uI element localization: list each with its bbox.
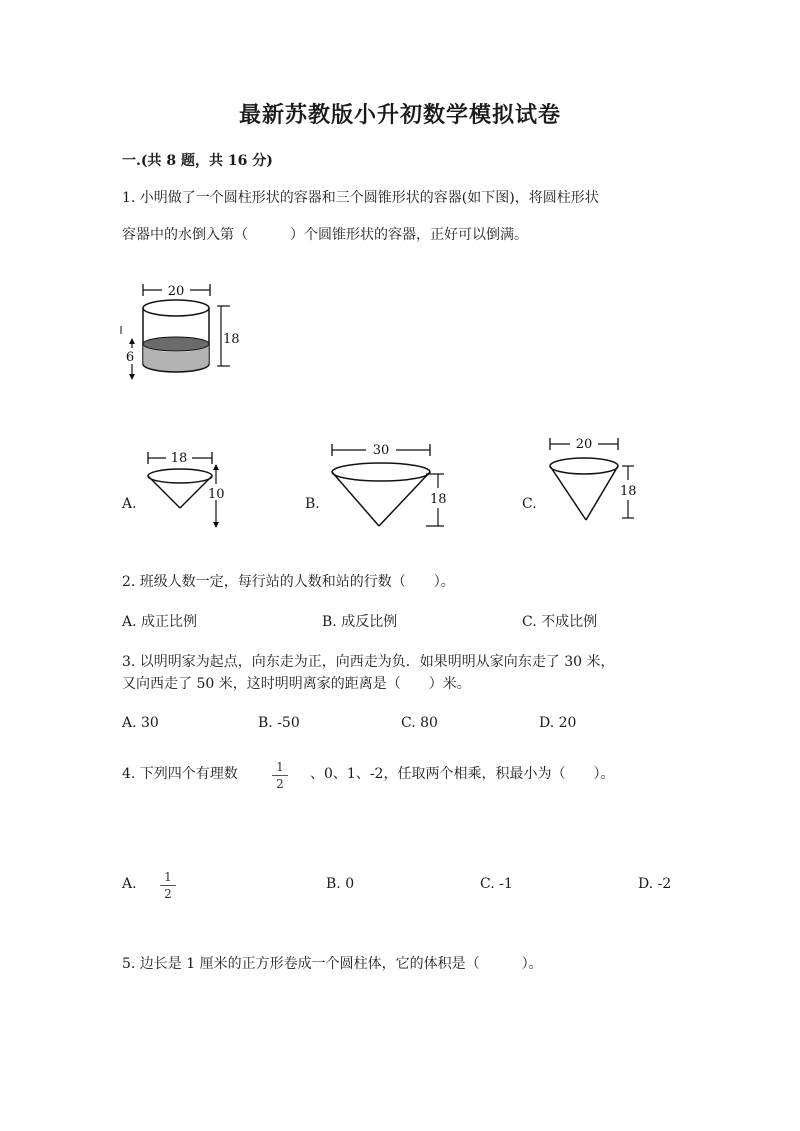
- q1-option-a-label: A.: [122, 496, 137, 512]
- q5-text: 5. 边长是 1 厘米的正方形卷成一个圆柱体，它的体积是（ ）。: [122, 956, 543, 972]
- q4-option-a-label[interactable]: A.: [122, 876, 137, 892]
- q4-option-a-fraction[interactable]: [160, 870, 176, 901]
- cone-c-figure: [544, 432, 644, 528]
- cone-b-figure: [326, 438, 456, 530]
- cone-b-height-label: 18: [430, 492, 447, 507]
- q2-text: 2. 班级人数一定，每行站的人数和站的行数（ ）。: [122, 574, 455, 590]
- cone-c-diameter-label: 20: [575, 437, 593, 452]
- q4-option-a-numerator: 1: [164, 870, 172, 884]
- q3-option-b[interactable]: B. -50: [258, 715, 300, 731]
- q4-option-b[interactable]: B. 0: [326, 876, 355, 892]
- cone-a-figure: [144, 448, 234, 526]
- cylinder-diameter-label: 20: [167, 284, 185, 299]
- q3-text-line2: 又向西走了 50 米，这时明明离家的距离是（ ）米。: [122, 676, 471, 692]
- cone-a-height-label: 10: [208, 487, 225, 502]
- q1-option-b-label: B.: [305, 496, 320, 512]
- q1-text-line2: 容器中的水倒入第（ ）个圆锥形状的容器，正好可以倒满。: [122, 227, 528, 243]
- cylinder-height-label: 18: [223, 332, 240, 347]
- q2-option-c[interactable]: C. 不成比例: [522, 614, 598, 630]
- cone-c-height-label: 18: [620, 484, 637, 499]
- page-title: 最新苏教版小升初数学模拟试卷: [238, 102, 561, 128]
- fraction-bar: [272, 775, 288, 776]
- q3-option-a[interactable]: A. 30: [122, 715, 159, 731]
- q2-option-b[interactable]: B. 成反比例: [322, 614, 398, 630]
- q4-option-d[interactable]: D. -2: [638, 876, 672, 892]
- q4-fraction-numerator: 1: [276, 760, 284, 774]
- cylinder-figure: [118, 278, 248, 383]
- q4-option-a-denominator: 2: [164, 887, 172, 901]
- q4-fraction: [272, 760, 288, 791]
- q3-text-line1: 3. 以明明家为起点，向东走为正，向西走为负．如果明明从家向东走了 30 米，: [122, 654, 615, 670]
- cylinder-water-label: 6: [125, 350, 135, 365]
- q3-option-d[interactable]: D. 20: [539, 715, 577, 731]
- q3-option-c[interactable]: C. 80: [401, 715, 438, 731]
- section-heading: 一.(共 8 题，共 16 分): [122, 153, 273, 169]
- q4-text-prefix: 4. 下列四个有理数: [122, 766, 238, 782]
- q1-option-c-label: C.: [522, 496, 537, 512]
- q4-text-suffix: 、0、1、-2，任取两个相乘，积最小为（ ）。: [310, 766, 615, 782]
- cone-a-diameter-label: 18: [170, 451, 188, 466]
- q4-option-c[interactable]: C. -1: [480, 876, 513, 892]
- q1-text-line1: 1. 小明做了一个圆柱形状的容器和三个圆锥形状的容器(如下图)，将圆柱形状: [122, 190, 599, 206]
- fraction-bar: [160, 885, 176, 886]
- q2-option-a[interactable]: A. 成正比例: [122, 614, 198, 630]
- q4-fraction-denominator: 2: [276, 777, 284, 791]
- cone-b-diameter-label: 30: [372, 443, 390, 458]
